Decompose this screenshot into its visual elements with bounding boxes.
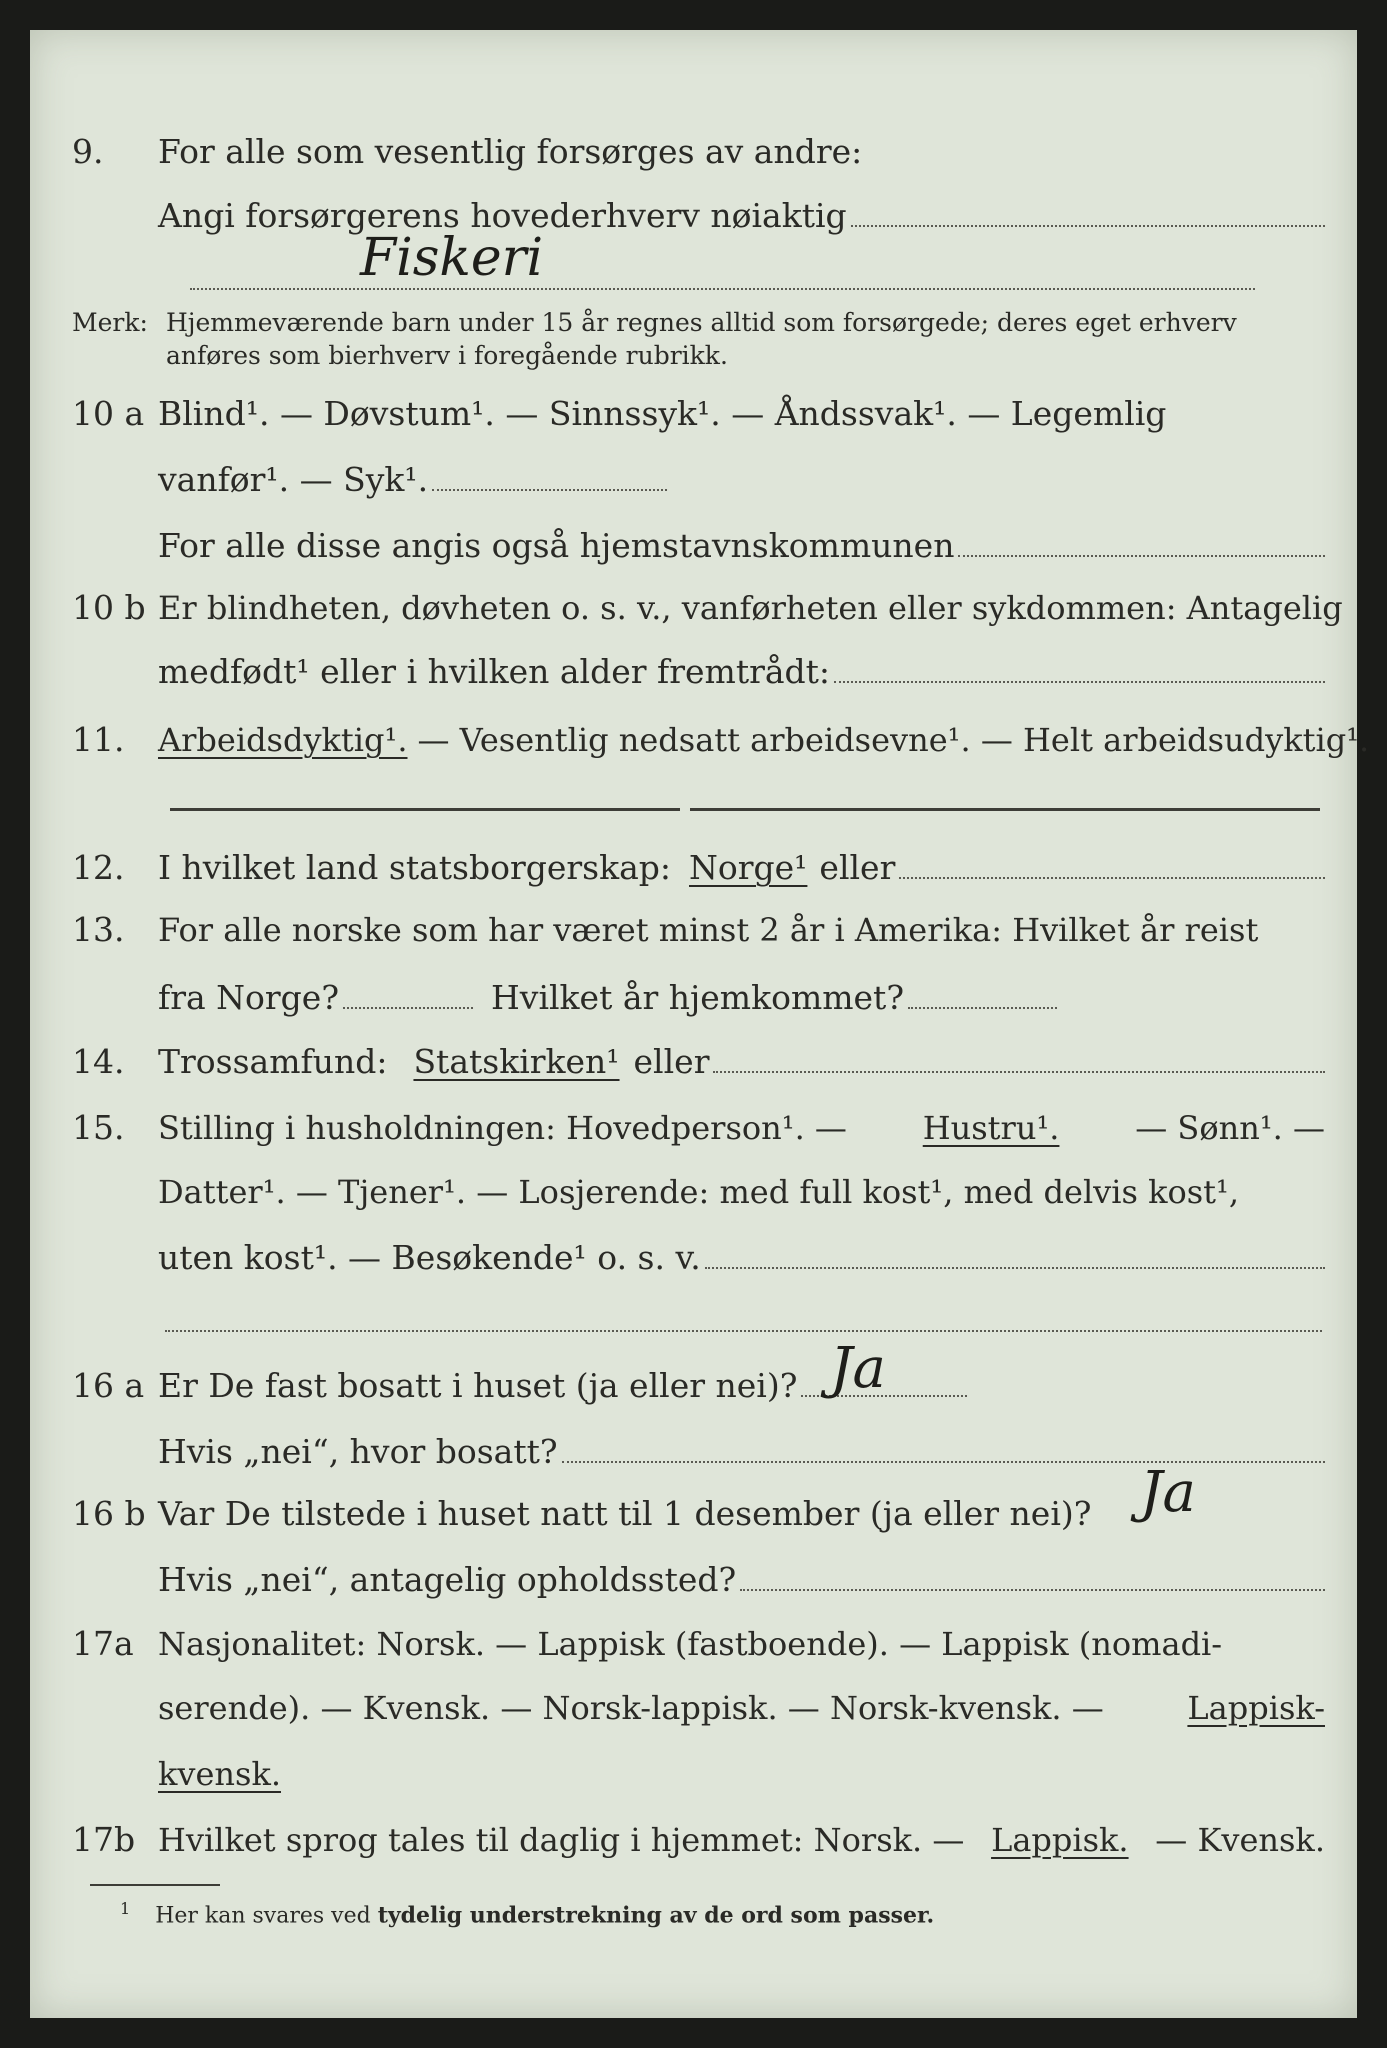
footnote-divider [90, 1884, 220, 1886]
question-15-line2 [30, 1166, 1357, 1218]
handwritten-answer: Fiskeri [360, 228, 544, 288]
answer-fill-line[interactable] [958, 527, 1325, 557]
question-text: — Vesentlig nedsatt arbeidsevne¹. — Helt arbeidsudyktig¹. [417, 721, 1370, 759]
question-number: 16 a [72, 1366, 145, 1405]
handwritten-answer: Ja [1140, 1460, 1196, 1525]
answer-fill-line[interactable] [740, 1561, 1325, 1591]
footnote-mark: 1 [120, 1899, 131, 1918]
question-text: Er De fast bosatt i huset (ja eller nei)? [158, 1366, 798, 1405]
selected-option[interactable]: Arbeidsdyktig¹. [158, 721, 408, 759]
footnote-text: Her kan svares ved [155, 1903, 371, 1929]
question-15-row [30, 1102, 1357, 1154]
question-number: 13. [72, 910, 125, 949]
question-number: 16 b [72, 1494, 146, 1533]
selected-option[interactable]: Hustru¹. [922, 1109, 1060, 1147]
footnote [120, 1894, 934, 1931]
handwritten-answer: Ja [830, 1336, 886, 1401]
footnote-bold-text: tydelig understrekning av de ord som passer. [377, 1902, 935, 1929]
question-text: — Sønn¹. — [1135, 1109, 1325, 1147]
question-text: For alle disse angis også hjemstavnskommunen [158, 526, 955, 565]
question-text: Er blindheten, døvheten o. s. v., vanførheten eller sykdommen: Antagelig [158, 589, 1343, 627]
question-17a-line3 [30, 1748, 1357, 1800]
question-text: Blind¹. — Døvstum¹. — Sinnssyk¹. — Åndssvak¹. — Legemlig [158, 394, 1167, 433]
question-text: — Kvensk. [1155, 1821, 1325, 1859]
question-number: 12. [72, 848, 125, 887]
question-text: Stilling i husholdningen: Hovedperson¹. — [158, 1109, 847, 1147]
question-text: Hvis „nei“, antagelig opholdssted? [158, 1560, 737, 1599]
question-number: 9. [72, 132, 104, 171]
question-10a-line3 [30, 520, 1357, 572]
question-text: serende). — Kvensk. — Norsk-lappisk. — Norsk-kvensk. — [158, 1689, 1104, 1727]
question-number: 11. [72, 720, 125, 759]
question-text: eller [633, 1042, 710, 1081]
question-11-row [30, 714, 1370, 766]
question-text: Angi forsørgerens hovederhverv nøiaktig [158, 196, 847, 235]
question-number: 17b [72, 1820, 136, 1859]
question-text: Datter¹. — Tjener¹. — Losjerende: med full kost¹, med delvis kost¹, [158, 1173, 1240, 1211]
question-text: medfødt¹ eller i hvilken alder fremtrådt: [158, 652, 831, 691]
question-number: 15. [72, 1108, 125, 1147]
answer-fill-line[interactable] [705, 1239, 1325, 1269]
merk-text: anføres som bierhverv i foregående rubrikk. [165, 341, 728, 370]
question-text: Trossamfund: [158, 1042, 388, 1081]
answer-fill-line[interactable] [432, 461, 667, 491]
census-form-page [30, 30, 1370, 2018]
question-text: vanfør¹. — Syk¹. [158, 460, 429, 499]
question-number: 14. [72, 1042, 125, 1081]
question-17a-line2 [30, 1682, 1357, 1734]
question-14-row [30, 1036, 1357, 1088]
question-9-row [30, 126, 1357, 178]
selected-option[interactable]: Statskirken¹ [413, 1042, 620, 1081]
question-10a-line2 [30, 454, 1357, 506]
question-text: Nasjonalitet: Norsk. — Lappisk (fastboende). — Lappisk (nomadi- [158, 1625, 1223, 1663]
answer-fill-line[interactable] [562, 1433, 1325, 1463]
question-text: Hvilket år hjemkommet? [491, 978, 905, 1017]
question-number: 10 a [72, 394, 145, 433]
question-10b-row [30, 582, 1357, 634]
question-13-line2 [30, 972, 1357, 1024]
question-17a-row [30, 1618, 1357, 1670]
question-text: fra Norge? [158, 978, 340, 1017]
merk-label: Merk: [72, 308, 148, 337]
question-number: 10 b [72, 588, 146, 627]
answer-fill-line[interactable] [899, 849, 1325, 879]
question-text: For alle norske som har været minst 2 år i Amerika: Hvilket år reist [158, 911, 1259, 949]
question-16a-row [30, 1360, 1357, 1412]
question-text: Hvis „nei“, hvor bosatt? [158, 1432, 558, 1471]
question-9-line2 [30, 190, 1357, 242]
question-15-line3 [30, 1232, 1357, 1284]
selected-option[interactable]: Lappisk- [1187, 1689, 1325, 1727]
question-text: Var De tilstede i huset natt til 1 desember (ja eller nei)? [158, 1494, 1092, 1533]
divider [690, 808, 1320, 811]
answer-fill-line[interactable] [165, 1330, 1322, 1332]
answer-fill-line[interactable] [190, 288, 1255, 290]
question-text: eller [819, 848, 896, 887]
selected-option[interactable]: Lappisk. [991, 1821, 1129, 1859]
answer-fill-line[interactable] [834, 653, 1325, 683]
question-17b-row [30, 1814, 1357, 1866]
question-10a-row [30, 388, 1357, 440]
question-10b-line2 [30, 646, 1357, 698]
question-number: 17a [72, 1624, 134, 1663]
answer-fill-line[interactable] [713, 1043, 1325, 1073]
divider [170, 808, 680, 811]
selected-option[interactable]: kvensk. [158, 1755, 281, 1793]
merk-note [72, 306, 1325, 372]
question-text: Hvilket sprog tales til daglig i hjemmet: Norsk. — [158, 1821, 965, 1859]
selected-option[interactable]: Norge¹ [689, 848, 808, 887]
question-12-row [30, 842, 1357, 894]
question-16b-line2 [30, 1554, 1357, 1606]
answer-fill-line[interactable] [343, 979, 473, 1009]
question-text: I hvilket land statsborgerskap: [158, 848, 672, 887]
question-text: uten kost¹. — Besøkende¹ o. s. v. [158, 1238, 701, 1277]
answer-fill-line[interactable] [851, 197, 1325, 227]
question-text: For alle som vesentlig forsørges av andre: [158, 132, 863, 171]
answer-fill-line[interactable] [908, 979, 1057, 1009]
merk-text: Hjemmeværende barn under 15 år regnes alltid som forsørgede; deres eget erhverv [165, 308, 1237, 337]
question-13-row [30, 904, 1357, 956]
